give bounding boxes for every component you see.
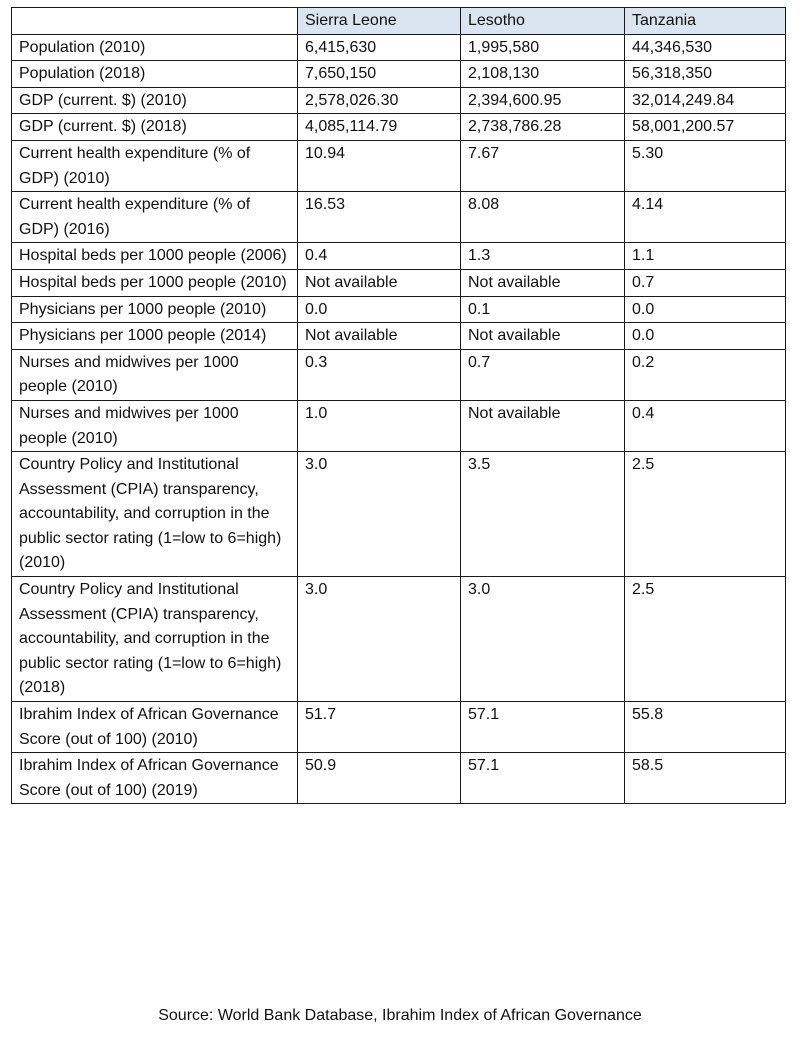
table-row [12, 323, 786, 350]
lesotho-cell: 2,738,786.28 [461, 114, 625, 141]
table-row [12, 400, 786, 451]
table-header-row [12, 8, 786, 35]
sierra-leone-cell: 0.0 [298, 296, 461, 323]
row-label-cell: Country Policy and Institutional Assessment (CPIA) transparency, accountability, and corruption in the public sector rating (1=low to 6=high) (2010) [12, 452, 298, 577]
row-label-cell: GDP (current. $) (2018) [12, 114, 298, 141]
table-row [12, 87, 786, 114]
sierra-leone-cell: 2,578,026.30 [298, 87, 461, 114]
lesotho-cell: 2,108,130 [461, 61, 625, 88]
tanzania-cell: 0.4 [625, 400, 786, 451]
tanzania-cell: 1.1 [625, 243, 786, 270]
table-row [12, 702, 786, 753]
sierra-leone-cell: 3.0 [298, 577, 461, 702]
tanzania-cell: 4.14 [625, 192, 786, 243]
row-label-cell: Physicians per 1000 people (2010) [12, 296, 298, 323]
sierra-leone-cell: 7,650,150 [298, 61, 461, 88]
row-label-cell: Current health expenditure (% of GDP) (2016) [12, 192, 298, 243]
sierra-leone-cell: 16.53 [298, 192, 461, 243]
tanzania-cell: 58,001,200.57 [625, 114, 786, 141]
tanzania-cell: 58.5 [625, 753, 786, 804]
lesotho-cell: 0.7 [461, 349, 625, 400]
table-row [12, 192, 786, 243]
tanzania-cell: 5.30 [625, 140, 786, 191]
lesotho-cell: 3.0 [461, 577, 625, 702]
lesotho-cell: 57.1 [461, 753, 625, 804]
tanzania-cell: 55.8 [625, 702, 786, 753]
row-label-cell: Nurses and midwives per 1000 people (2010) [12, 400, 298, 451]
source-caption: Source: World Bank Database, Ibrahim Index of African Governance [158, 1007, 642, 1024]
tanzania-cell: 0.7 [625, 269, 786, 296]
header-sierra-leone: Sierra Leone [298, 8, 461, 35]
sierra-leone-cell: Not available [298, 269, 461, 296]
table-row [12, 452, 786, 577]
table-row [12, 577, 786, 702]
header-tanzania: Tanzania [625, 8, 786, 35]
lesotho-cell: 7.67 [461, 140, 625, 191]
table-row [12, 34, 786, 61]
row-label-cell: Ibrahim Index of African Governance Score (out of 100) (2010) [12, 702, 298, 753]
tanzania-cell: 0.0 [625, 296, 786, 323]
table-row [12, 61, 786, 88]
header-lesotho: Lesotho [461, 8, 625, 35]
sierra-leone-cell: 50.9 [298, 753, 461, 804]
lesotho-cell: Not available [461, 269, 625, 296]
row-label-cell: GDP (current. $) (2010) [12, 87, 298, 114]
tanzania-cell: 2.5 [625, 452, 786, 577]
row-label-cell: Hospital beds per 1000 people (2010) [12, 269, 298, 296]
tanzania-cell: 44,346,530 [625, 34, 786, 61]
row-label-cell: Population (2018) [12, 61, 298, 88]
tanzania-cell: 56,318,350 [625, 61, 786, 88]
country-comparison-table [11, 7, 786, 804]
lesotho-cell: 0.1 [461, 296, 625, 323]
tanzania-cell: 0.2 [625, 349, 786, 400]
sierra-leone-cell: 0.4 [298, 243, 461, 270]
lesotho-cell: 2,394,600.95 [461, 87, 625, 114]
header-corner-cell [12, 8, 298, 35]
sierra-leone-cell: 0.3 [298, 349, 461, 400]
table-row [12, 269, 786, 296]
table-row [12, 753, 786, 804]
sierra-leone-cell: 1.0 [298, 400, 461, 451]
row-label-cell: Country Policy and Institutional Assessment (CPIA) transparency, accountability, and corruption in the public sector rating (1=low to 6=high) (2018) [12, 577, 298, 702]
lesotho-cell: 57.1 [461, 702, 625, 753]
row-label-cell: Physicians per 1000 people (2014) [12, 323, 298, 350]
table-row [12, 114, 786, 141]
tanzania-cell: 2.5 [625, 577, 786, 702]
row-label-cell: Population (2010) [12, 34, 298, 61]
sierra-leone-cell: 4,085,114.79 [298, 114, 461, 141]
comparison-table-container [11, 7, 785, 804]
sierra-leone-cell: 51.7 [298, 702, 461, 753]
sierra-leone-cell: 10.94 [298, 140, 461, 191]
row-label-cell: Hospital beds per 1000 people (2006) [12, 243, 298, 270]
table-row [12, 243, 786, 270]
lesotho-cell: 3.5 [461, 452, 625, 577]
lesotho-cell: Not available [461, 323, 625, 350]
tanzania-cell: 32,014,249.84 [625, 87, 786, 114]
row-label-cell: Nurses and midwives per 1000 people (2010) [12, 349, 298, 400]
table-body [12, 34, 786, 804]
table-row [12, 349, 786, 400]
sierra-leone-cell: 6,415,630 [298, 34, 461, 61]
lesotho-cell: 8.08 [461, 192, 625, 243]
lesotho-cell: 1.3 [461, 243, 625, 270]
row-label-cell: Current health expenditure (% of GDP) (2010) [12, 140, 298, 191]
lesotho-cell: Not available [461, 400, 625, 451]
sierra-leone-cell: 3.0 [298, 452, 461, 577]
table-row [12, 140, 786, 191]
sierra-leone-cell: Not available [298, 323, 461, 350]
row-label-cell: Ibrahim Index of African Governance Score (out of 100) (2019) [12, 753, 298, 804]
tanzania-cell: 0.0 [625, 323, 786, 350]
table-row [12, 296, 786, 323]
lesotho-cell: 1,995,580 [461, 34, 625, 61]
